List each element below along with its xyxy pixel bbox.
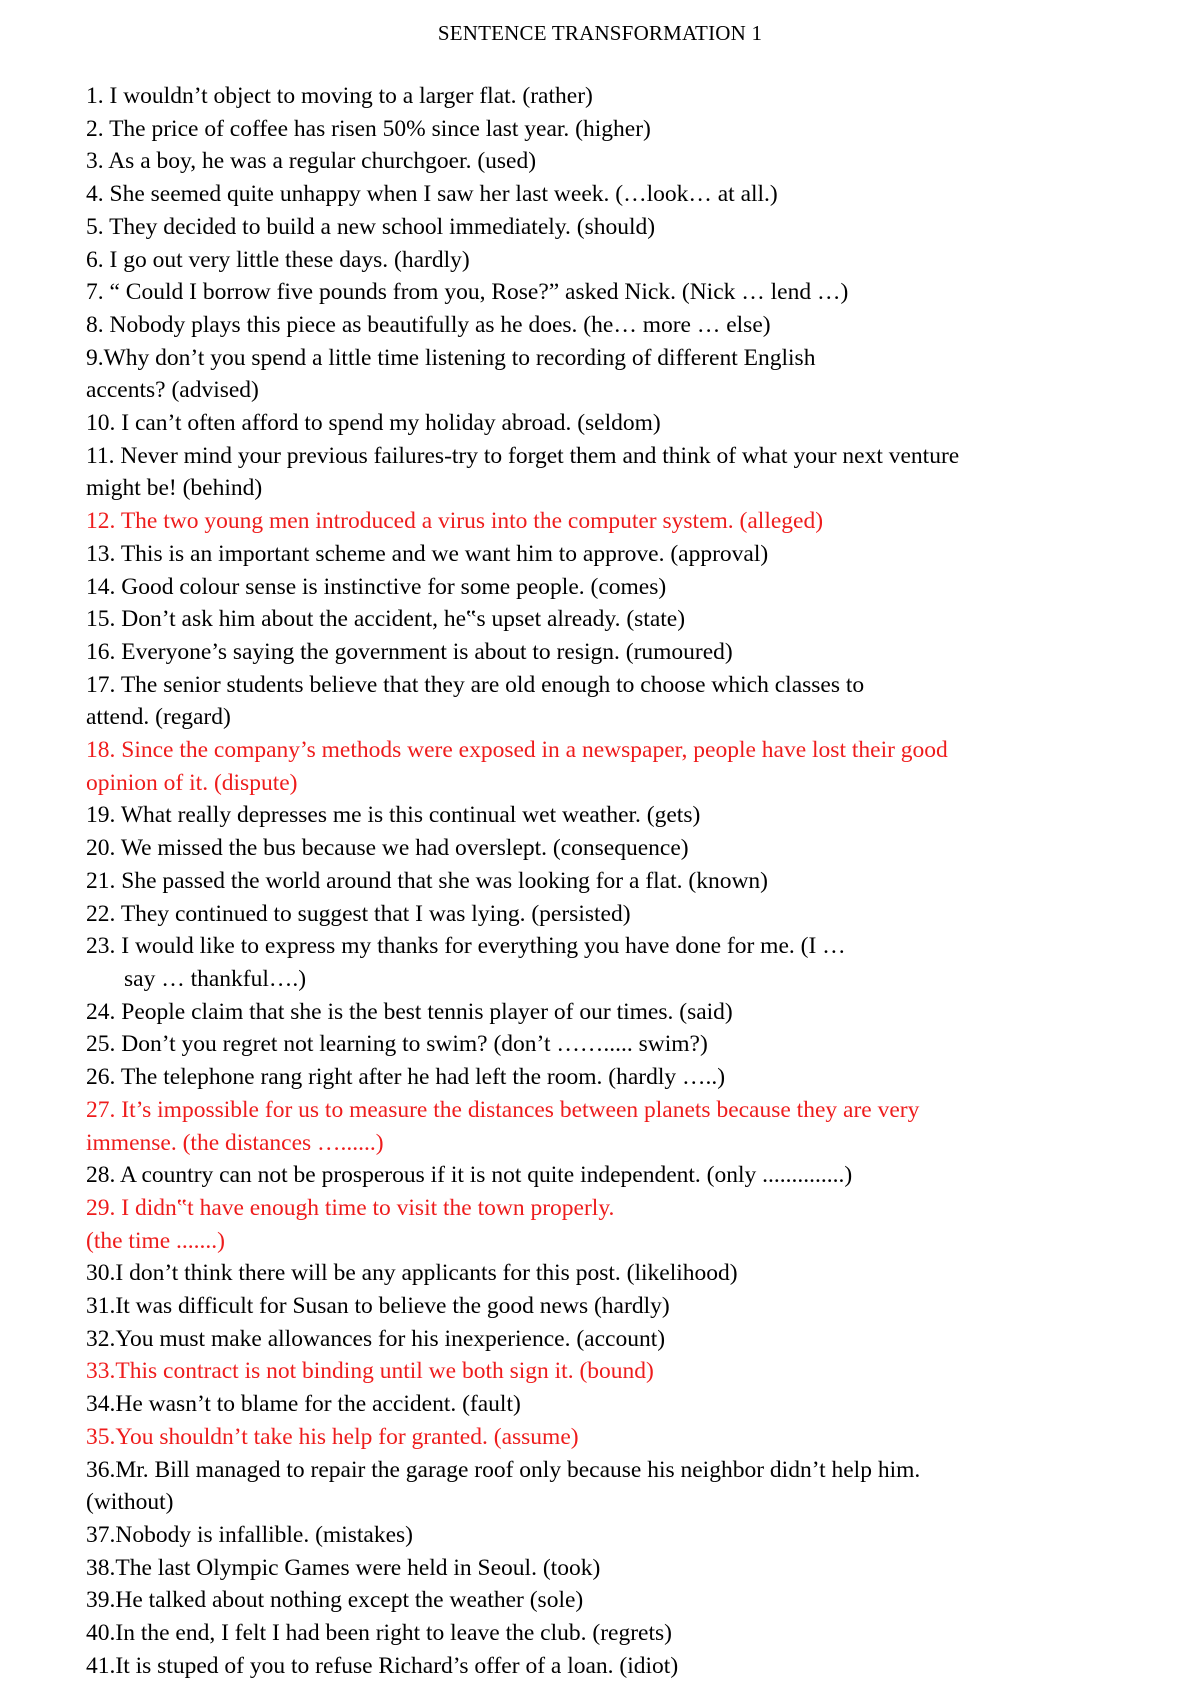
exercise-item — [86, 1192, 1186, 1257]
exercise-line: 22. They continued to suggest that I was lying. (persisted) — [86, 900, 631, 927]
exercise-item — [86, 1617, 1186, 1650]
exercise-line: 6. I go out very little these days. (hardly) — [86, 246, 470, 273]
exercise-line: 36.Mr. Bill managed to repair the garage roof only because his neighbor didn’t help him. — [86, 1456, 921, 1483]
exercise-item — [86, 636, 1186, 669]
exercise-line: 35.You shouldn’t take his help for granted. (assume) — [86, 1423, 579, 1450]
exercise-item — [86, 1323, 1186, 1356]
exercise-item — [86, 898, 1186, 931]
exercise-item — [86, 342, 1186, 407]
exercise-line: 9.Why don’t you spend a little time listening to recording of different English — [86, 344, 816, 371]
exercise-item — [86, 440, 1186, 505]
exercise-line: 7. “ Could I borrow five pounds from you, Rose?” asked Nick. (Nick … lend …) — [86, 279, 849, 306]
exercise-line: 10. I can’t often afford to spend my holiday abroad. (seldom) — [86, 410, 661, 437]
exercise-item — [86, 1355, 1186, 1388]
exercise-line: 2. The price of coffee has risen 50% since last year. (higher) — [86, 115, 651, 142]
exercise-item — [86, 145, 1186, 178]
exercise-item — [86, 1421, 1186, 1454]
exercise-line: 27. It’s impossible for us to measure the distances between planets because they are very — [86, 1096, 920, 1123]
exercise-item — [86, 1290, 1186, 1323]
exercise-item — [86, 1454, 1186, 1519]
exercise-line: 3. As a boy, he was a regular churchgoer. (used) — [86, 148, 537, 175]
exercise-line: opinion of it. (dispute) — [86, 769, 298, 796]
exercise-item — [86, 505, 1186, 538]
exercise-item — [86, 1519, 1186, 1552]
exercise-line: (the time .......) — [86, 1227, 226, 1254]
exercise-line: 30.I don’t think there will be any applicants for this post. (likelihood) — [86, 1260, 738, 1287]
exercise-line: 1. I wouldn’t object to moving to a larger flat. (rather) — [86, 83, 593, 109]
exercise-line: say … thankful….) — [124, 965, 307, 992]
exercise-line: 40.In the end, I felt I had been right to leave the club. (regrets) — [86, 1620, 672, 1647]
exercise-item — [86, 669, 1186, 734]
exercise-line: 12. The two young men introduced a virus into the computer system. (alleged) — [86, 508, 824, 535]
exercise-item — [86, 309, 1186, 342]
exercise-line: 4. She seemed quite unhappy when I saw her last week. (…look… at all.) — [86, 181, 778, 208]
exercise-item — [86, 244, 1186, 277]
exercise-item — [86, 407, 1186, 440]
exercise-line: 38.The last Olympic Games were held in Seoul. (took) — [86, 1554, 601, 1581]
exercise-line: 8. Nobody plays this piece as beautifully as he does. (he… more … else) — [86, 311, 771, 338]
exercise-item — [86, 1552, 1186, 1585]
exercise-line: 26. The telephone rang right after he had left the room. (hardly …..) — [86, 1064, 726, 1091]
exercise-line: 39.He talked about nothing except the weather (sole) — [86, 1587, 584, 1614]
exercise-item — [86, 571, 1186, 604]
exercise-line: 29. I didn‟t have enough time to visit the town properly. — [86, 1194, 615, 1221]
exercise-line: 31.It was difficult for Susan to believe the good news (hardly) — [86, 1293, 670, 1320]
exercise-item — [86, 865, 1186, 898]
exercise-line: (without) — [86, 1489, 174, 1516]
exercise-line: attend. (regard) — [86, 704, 231, 731]
exercise-line: 14. Good colour sense is instinctive for some people. (comes) — [86, 573, 667, 600]
exercise-item — [86, 1388, 1186, 1421]
exercise-item — [86, 1257, 1186, 1290]
exercise-item — [86, 80, 1186, 113]
exercise-item — [86, 1028, 1186, 1061]
exercise-line: 28. A country can not be prosperous if it is not quite independent. (only ..............) — [86, 1162, 853, 1189]
exercise-item — [86, 734, 1186, 799]
exercise-line: 33.This contract is not binding until we both sign it. (bound) — [86, 1358, 654, 1385]
exercise-line: 16. Everyone’s saying the government is about to resign. (rumoured) — [86, 638, 733, 665]
exercise-line: 37.Nobody is infallible. (mistakes) — [86, 1521, 413, 1548]
exercise-line: 17. The senior students believe that they are old enough to choose which classes to — [86, 671, 865, 698]
exercise-item — [86, 113, 1186, 146]
exercise-line: 34.He wasn’t to blame for the accident. (fault) — [86, 1391, 521, 1418]
exercise-item — [86, 603, 1186, 636]
exercise-line: 13. This is an important scheme and we want him to approve. (approval) — [86, 540, 769, 567]
exercise-item — [86, 996, 1186, 1029]
exercise-line: accents? (advised) — [86, 377, 259, 404]
exercise-item — [86, 1061, 1186, 1094]
exercise-line: 20. We missed the bus because we had overslept. (consequence) — [86, 835, 689, 862]
exercise-item — [86, 1159, 1186, 1192]
exercise-item — [86, 276, 1186, 309]
exercise-line: 41.It is stuped of you to refuse Richard’s offer of a loan. (idiot) — [86, 1652, 679, 1679]
exercise-line: immense. (the distances …......) — [86, 1129, 384, 1156]
exercise-line: 24. People claim that she is the best tennis player of our times. (said) — [86, 998, 733, 1025]
exercise-item — [86, 178, 1186, 211]
exercise-item — [86, 930, 1186, 995]
exercise-item — [86, 1650, 1186, 1683]
exercise-item — [86, 799, 1186, 832]
exercise-line: 21. She passed the world around that she was looking for a flat. (known) — [86, 867, 769, 894]
exercise-line: 11. Never mind your previous failures-try to forget them and think of what your next venture — [86, 442, 960, 469]
exercise-item — [86, 1094, 1186, 1159]
exercise-line: might be! (behind) — [86, 475, 263, 502]
exercise-line: 23. I would like to express my thanks for everything you have done for me. (I … — [86, 933, 846, 960]
exercise-item — [86, 1584, 1186, 1617]
exercise-line: 25. Don’t you regret not learning to swim? (don’t ……..... swim?) — [86, 1031, 708, 1058]
exercise-line: 32.You must make allowances for his inexperience. (account) — [86, 1325, 666, 1352]
exercise-line: 19. What really depresses me is this continual wet weather. (gets) — [86, 802, 701, 829]
exercise-line: 18. Since the company’s methods were exposed in a newspaper, people have lost their good — [86, 737, 948, 764]
exercise-line: 5. They decided to build a new school immediately. (should) — [86, 213, 656, 240]
exercise-list — [86, 80, 1186, 1682]
exercise-item — [86, 211, 1186, 244]
exercise-line: 15. Don’t ask him about the accident, he‟s upset already. (state) — [86, 606, 686, 633]
page-title: SENTENCE TRANSFORMATION 1 — [437, 21, 763, 45]
exercise-item — [86, 538, 1186, 571]
exercise-item — [86, 832, 1186, 865]
